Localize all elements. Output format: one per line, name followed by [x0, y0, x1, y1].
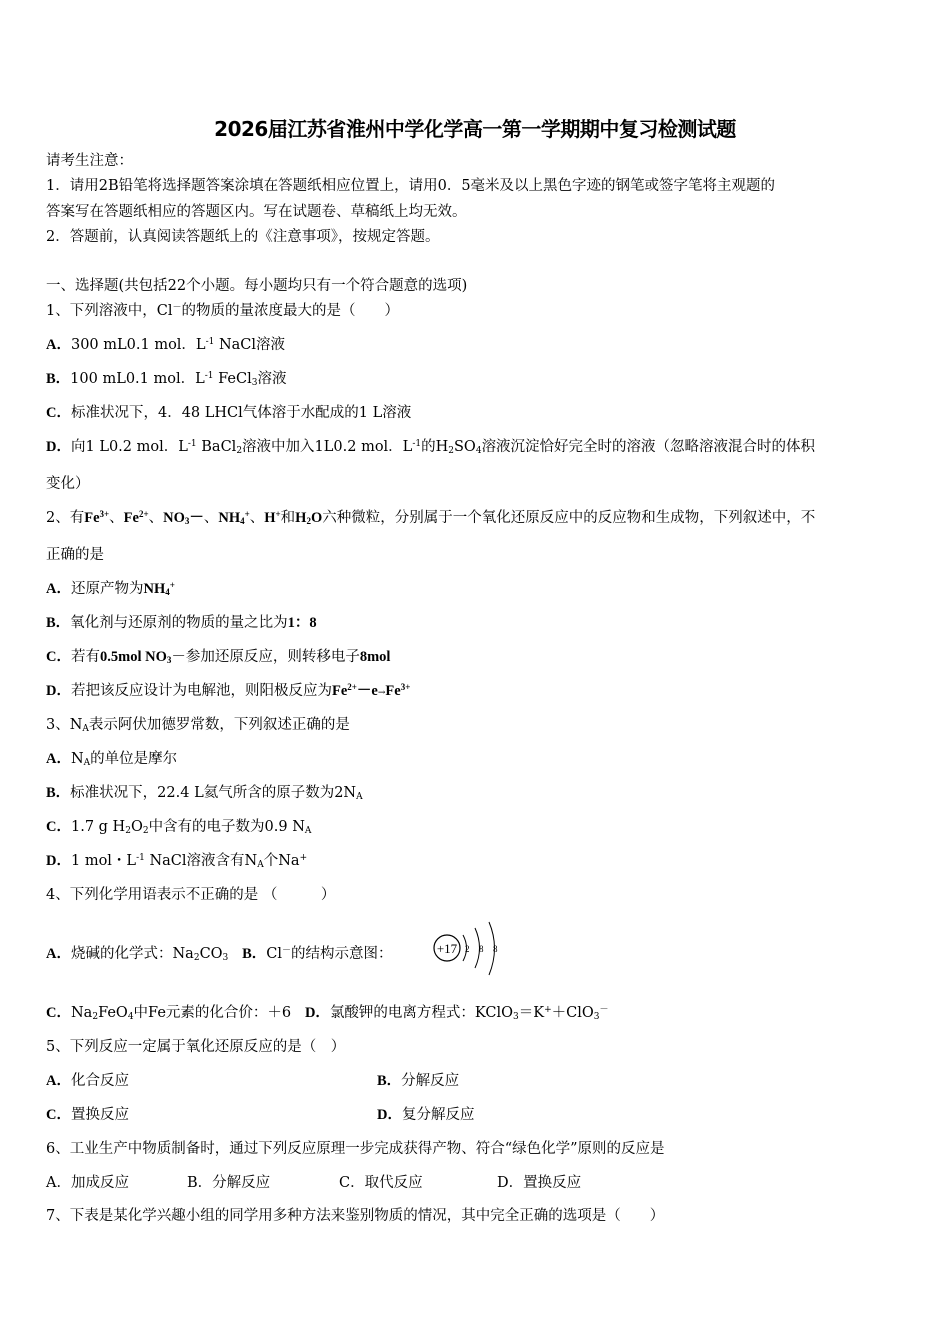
question-1-option-b: B．100 mL0.1 mol．$L^{-1}$ FeCl$_3$溶液 [46, 371, 287, 388]
notice-item-2: 2．答题前，认真阅读答题纸上的《注意事项》，按规定答题。 [46, 229, 440, 245]
chloride-ion-structure-diagram [430, 920, 510, 980]
question-4-stem: 4、下列化学用语表示不正确的是 （ ） [46, 887, 336, 903]
svg-text:2: 2 [465, 944, 470, 954]
svg-text:8: 8 [479, 944, 484, 954]
question-1-option-c: C．标准状况下，4．48 LHCl气体溶于水配成的1 L溶液 [46, 405, 412, 421]
question-3-option-c: C．1.7 g $H_2O_2$中含有的电子数为0.9 $N_A$ [46, 819, 312, 836]
question-1-option-d-cont: 变化） [46, 476, 90, 492]
question-3-option-b: B．标准状况下，22.4 L氦气所含的原子数为$2N_A$ [46, 785, 363, 802]
question-6-option-d: D．置换反应 [497, 1175, 582, 1191]
question-3-option-a: A．$N_A$的单位是摩尔 [46, 751, 178, 768]
question-6-stem: 6、工业生产中物质制备时，通过下列反应原理一步完成获得产物、符合“绿色化学”原则的反应是 [46, 1141, 665, 1157]
question-2-stem: 2、有$Fe^{3+}$、$Fe^{2+}$、$NO_3-$、$NH_4^+$、H+和$H_2O$六种微粒，分别属于一个氧化还原反应中的反应物和生成物，下列叙述中，不 [46, 509, 816, 526]
question-6-option-b: B．分解反应 [187, 1175, 271, 1191]
question-3-option-d: D．1 mol・$L^{-1}$ NaCl溶液含有$N_A$个Na+ [46, 853, 308, 870]
question-5-option-d: D．复分解反应 [377, 1107, 475, 1123]
notice-item-1: 1．请用2B铅笔将选择题答案涂填在答题纸相应位置上，请用0．5毫米及以上黑色字迹的钢笔或签字笔将主观题的 [46, 178, 776, 194]
question-5-option-b: B．分解反应 [377, 1073, 460, 1089]
question-7-stem: 7、下表是某化学兴趣小组的同学用多种方法来鉴别物质的情况，其中完全正确的选项是（ ） [46, 1208, 665, 1224]
question-1-option-a: A．300 mL0.1 mol．$L^{-1}$ NaCl溶液 [46, 337, 286, 353]
question-4-options-ab: A．烧碱的化学式：$Na_2CO_3$ B．Cl－的结构示意图： [46, 946, 393, 963]
nucleus-charge: +17 [436, 941, 458, 956]
question-2-option-d: D．若把该反应设计为电解池，则阳极反应为$Fe^{2+}-e\to Fe^{3+}$ [46, 682, 411, 699]
question-2-option-b: B．氧化剂与还原剂的物质的量之比为1：8 [46, 615, 317, 631]
question-3-stem: 3、$N_A$表示阿伏加德罗常数，下列叙述正确的是 [46, 717, 350, 734]
question-5-option-c: C．置换反应 [46, 1107, 129, 1123]
question-6-option-c: C．取代反应 [339, 1175, 423, 1191]
question-2-option-a: A．还原产物为$NH_4^+$ [46, 580, 175, 597]
question-2-stem-cont: 正确的是 [46, 547, 104, 563]
question-2-option-c: C．若有0.5mol $NO_3-$参加还原反应，则转移电子8mol [46, 649, 391, 665]
section-heading: 一、选择题(共包括22个小题。每小题均只有一个符合题意的选项) [46, 278, 468, 294]
notice-heading: 请考生注意： [46, 153, 133, 169]
question-6-option-a: A．加成反应 [46, 1175, 129, 1191]
notice-item-1-cont: 答案写在答题纸相应的答题区内。写在试题卷、草稿纸上均无效。 [46, 204, 467, 220]
question-4-options-cd: C．$Na_2FeO_4$中Fe元素的化合价：＋6 D．氯酸钾的电离方程式：KClO$_3$＝K+＋ClO$_3$－ [46, 1005, 609, 1022]
question-5-stem: 5、下列反应一定属于氧化还原反应的是（ ） [46, 1039, 346, 1055]
question-5-option-a: A．化合反应 [46, 1073, 129, 1089]
svg-text:8: 8 [493, 944, 498, 954]
question-1-option-d: D．向1 L0.2 mol．$L^{-1}$ BaCl$_2$溶液中加入1L0.2 mol．$L^{-1}$的$H_2SO_4$溶液沉淀恰好完全时的溶液（忽略溶液混合时的体积 [46, 439, 816, 456]
question-1-stem: 1、下列溶液中，Cl－的物质的量浓度最大的是（ ） [46, 303, 399, 319]
exam-title: 2026届江苏省淮州中学化学高一第一学期期中复习检测试题 [214, 117, 736, 141]
